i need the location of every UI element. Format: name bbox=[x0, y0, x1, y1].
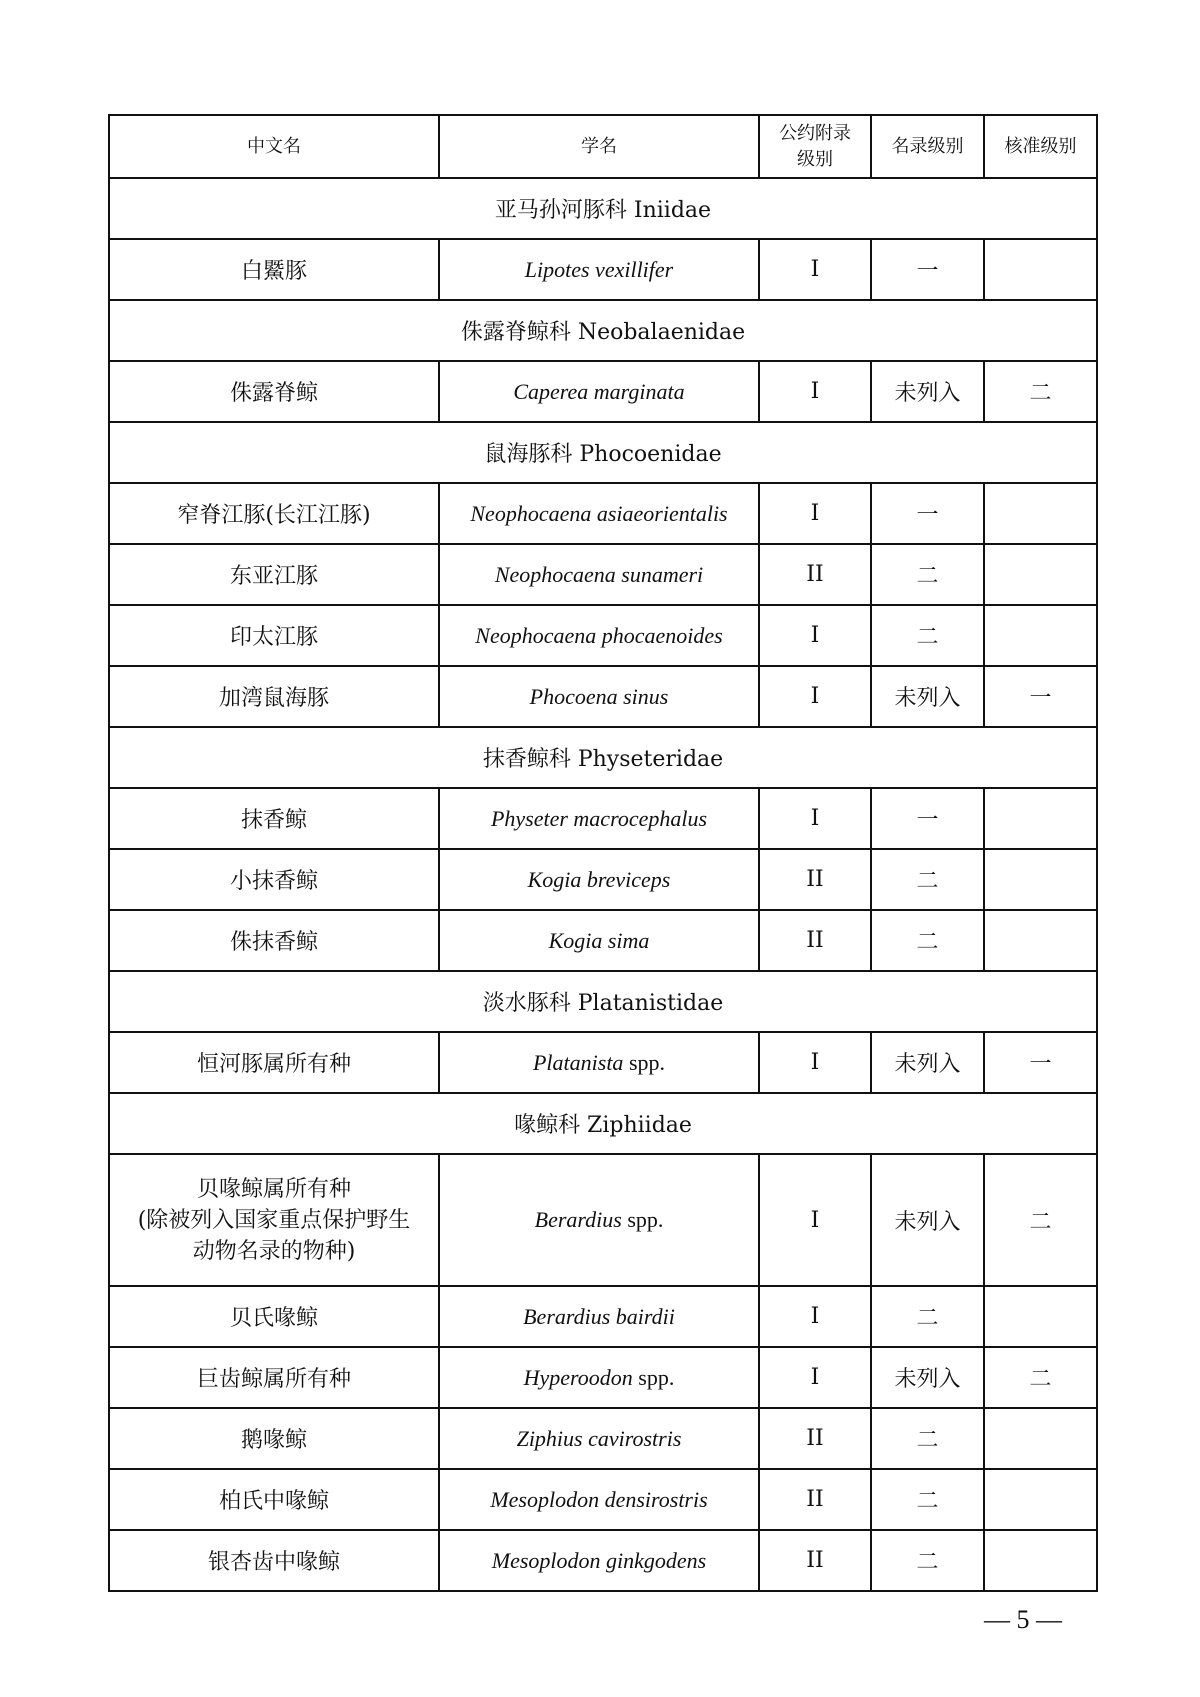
chinese-name-cell: 小抹香鲸 bbox=[109, 849, 439, 910]
header-row bbox=[109, 115, 1097, 178]
chinese-name-cell: 恒河豚属所有种 bbox=[109, 1032, 439, 1093]
table-row bbox=[109, 483, 1097, 544]
table-row bbox=[109, 605, 1097, 666]
scientific-name-cell bbox=[439, 1347, 759, 1408]
appendix-level-cell: I bbox=[759, 1286, 871, 1347]
table-row bbox=[109, 666, 1097, 727]
list-level-cell: 二 bbox=[871, 910, 984, 971]
appendix-level-cell: I bbox=[759, 1347, 871, 1408]
header-list-level: 名录级别 bbox=[871, 115, 984, 178]
appendix-level-cell: I bbox=[759, 239, 871, 300]
list-level-cell: 二 bbox=[871, 544, 984, 605]
scientific-name-cell bbox=[439, 1286, 759, 1347]
list-level-cell: 二 bbox=[871, 1408, 984, 1469]
list-level-cell: 未列入 bbox=[871, 361, 984, 422]
header-chinese-name: 中文名 bbox=[109, 115, 439, 178]
scientific-name-cell bbox=[439, 910, 759, 971]
list-level-cell: 未列入 bbox=[871, 1154, 984, 1286]
appendix-level-cell: I bbox=[759, 1154, 871, 1286]
scientific-name-italic: Platanista bbox=[532, 1049, 624, 1075]
approved-level-cell bbox=[984, 544, 1097, 605]
scientific-name-cell bbox=[439, 483, 759, 544]
scientific-name-cell bbox=[439, 605, 759, 666]
family-label: 侏露脊鲸科 Neobalaenidae bbox=[109, 300, 1097, 361]
table-row bbox=[109, 849, 1097, 910]
list-level-cell: 二 bbox=[871, 1469, 984, 1530]
table-row bbox=[109, 1530, 1097, 1591]
list-level-cell: 一 bbox=[871, 239, 984, 300]
chinese-name-cell: 印太江豚 bbox=[109, 605, 439, 666]
chinese-name-cell: 鹅喙鲸 bbox=[109, 1408, 439, 1469]
chinese-name-cell: 侏露脊鲸 bbox=[109, 361, 439, 422]
chinese-name-cell: 窄脊江豚(长江江豚) bbox=[109, 483, 439, 544]
approved-level-cell: 一 bbox=[984, 666, 1097, 727]
approved-level-cell bbox=[984, 239, 1097, 300]
table-row bbox=[109, 788, 1097, 849]
approved-level-cell: 二 bbox=[984, 1347, 1097, 1408]
table-row bbox=[109, 544, 1097, 605]
scientific-name-cell bbox=[439, 239, 759, 300]
list-level-cell: 二 bbox=[871, 605, 984, 666]
table-row bbox=[109, 239, 1097, 300]
list-level-cell: 二 bbox=[871, 849, 984, 910]
family-row bbox=[109, 971, 1097, 1032]
family-label: 淡水豚科 Platanistidae bbox=[109, 971, 1097, 1032]
list-level-cell: 未列入 bbox=[871, 1347, 984, 1408]
chinese-name-cell: 柏氏中喙鲸 bbox=[109, 1469, 439, 1530]
list-level-cell: 二 bbox=[871, 1286, 984, 1347]
table-row bbox=[109, 1408, 1097, 1469]
scientific-name-italic: Lipotes vexillifer bbox=[524, 256, 674, 282]
approved-level-cell bbox=[984, 849, 1097, 910]
table-row bbox=[109, 910, 1097, 971]
approved-level-cell: 二 bbox=[984, 1154, 1097, 1286]
page-number: — 5 — bbox=[984, 1605, 1062, 1634]
chinese-name-cell: 巨齿鲸属所有种 bbox=[109, 1347, 439, 1408]
species-table bbox=[108, 114, 1098, 1592]
scientific-name-italic: Kogia breviceps bbox=[527, 866, 671, 892]
scientific-name-cell bbox=[439, 544, 759, 605]
list-level-cell: 二 bbox=[871, 1530, 984, 1591]
scientific-name-italic: Mesoplodon ginkgodens bbox=[491, 1547, 707, 1573]
scientific-name-italic: Hyperoodon bbox=[523, 1364, 633, 1390]
appendix-level-cell: I bbox=[759, 605, 871, 666]
table-row bbox=[109, 361, 1097, 422]
appendix-level-cell: II bbox=[759, 910, 871, 971]
approved-level-cell bbox=[984, 1286, 1097, 1347]
family-row bbox=[109, 422, 1097, 483]
family-row bbox=[109, 727, 1097, 788]
chinese-name-line: 动物名录的物种) bbox=[192, 1238, 356, 1264]
scientific-name-italic: Physeter macrocephalus bbox=[490, 805, 708, 831]
scientific-name-suffix: spp. bbox=[621, 1207, 664, 1232]
family-row bbox=[109, 178, 1097, 239]
chinese-name-line: 贝喙鲸属所有种 bbox=[196, 1176, 351, 1202]
appendix-level-cell: II bbox=[759, 849, 871, 910]
appendix-level-cell: I bbox=[759, 666, 871, 727]
scientific-name-italic: Neophocaena asiaeorientalis bbox=[470, 500, 728, 526]
approved-level-cell bbox=[984, 1469, 1097, 1530]
approved-level-cell bbox=[984, 483, 1097, 544]
family-label: 鼠海豚科 Phocoenidae bbox=[109, 422, 1097, 483]
species-table-page bbox=[108, 114, 1096, 1592]
chinese-name-cell bbox=[109, 1154, 439, 1286]
family-row bbox=[109, 1093, 1097, 1154]
approved-level-cell bbox=[984, 788, 1097, 849]
scientific-name-italic: Berardius bbox=[534, 1207, 622, 1232]
appendix-level-cell: II bbox=[759, 544, 871, 605]
approved-level-cell bbox=[984, 605, 1097, 666]
table-row bbox=[109, 1032, 1097, 1093]
scientific-name-cell bbox=[439, 788, 759, 849]
chinese-name-cell: 侏抹香鲸 bbox=[109, 910, 439, 971]
family-label: 亚马孙河豚科 Iniidae bbox=[109, 178, 1097, 239]
scientific-name-cell bbox=[439, 1530, 759, 1591]
approved-level-cell bbox=[984, 910, 1097, 971]
table-row bbox=[109, 1469, 1097, 1530]
header-scientific-name: 学名 bbox=[439, 115, 759, 178]
scientific-name-italic: Mesoplodon densirostris bbox=[490, 1486, 708, 1512]
chinese-name-cell: 贝氏喙鲸 bbox=[109, 1286, 439, 1347]
scientific-name-cell bbox=[439, 1032, 759, 1093]
list-level-cell: 一 bbox=[871, 788, 984, 849]
appendix-level-cell: I bbox=[759, 788, 871, 849]
scientific-name-italic: Phocoena sinus bbox=[529, 683, 669, 709]
header-appendix-level bbox=[759, 115, 871, 178]
scientific-name-italic: Neophocaena sunameri bbox=[494, 561, 704, 587]
table-row bbox=[109, 1347, 1097, 1408]
scientific-name-cell bbox=[439, 1469, 759, 1530]
appendix-level-cell: II bbox=[759, 1530, 871, 1591]
approved-level-cell bbox=[984, 1530, 1097, 1591]
appendix-level-cell: I bbox=[759, 1032, 871, 1093]
family-row bbox=[109, 300, 1097, 361]
scientific-name-italic: Kogia sima bbox=[548, 927, 650, 953]
scientific-name-cell bbox=[439, 1154, 759, 1286]
scientific-name-suffix: spp. bbox=[632, 1364, 675, 1390]
appendix-level-cell: II bbox=[759, 1408, 871, 1469]
scientific-name-suffix: spp. bbox=[623, 1049, 665, 1075]
scientific-name-italic: Ziphius cavirostris bbox=[516, 1425, 682, 1451]
approved-level-cell bbox=[984, 1408, 1097, 1469]
appendix-level-cell: II bbox=[759, 1469, 871, 1530]
family-label: 抹香鲸科 Physeteridae bbox=[109, 727, 1097, 788]
table-row bbox=[109, 1154, 1097, 1286]
appendix-level-cell: I bbox=[759, 483, 871, 544]
approved-level-cell: 一 bbox=[984, 1032, 1097, 1093]
table-body bbox=[109, 178, 1097, 1591]
chinese-name-cell: 白鱀豚 bbox=[109, 239, 439, 300]
scientific-name-cell bbox=[439, 849, 759, 910]
header-appendix-level-text: 公约附录级别 bbox=[779, 122, 851, 170]
scientific-name-italic: Berardius bairdii bbox=[523, 1303, 675, 1329]
chinese-name-cell: 银杏齿中喙鲸 bbox=[109, 1530, 439, 1591]
list-level-cell: 未列入 bbox=[871, 666, 984, 727]
chinese-name-cell: 加湾鼠海豚 bbox=[109, 666, 439, 727]
scientific-name-italic: Neophocaena phocaenoides bbox=[475, 622, 723, 648]
chinese-name-line: (除被列入国家重点保护野生 bbox=[137, 1207, 411, 1233]
list-level-cell: 一 bbox=[871, 483, 984, 544]
scientific-name-cell bbox=[439, 1408, 759, 1469]
approved-level-cell: 二 bbox=[984, 361, 1097, 422]
header-approved-level: 核准级别 bbox=[984, 115, 1097, 178]
chinese-name-cell: 抹香鲸 bbox=[109, 788, 439, 849]
scientific-name-italic: Caperea marginata bbox=[513, 378, 685, 404]
scientific-name-cell bbox=[439, 666, 759, 727]
appendix-level-cell: I bbox=[759, 361, 871, 422]
table-row bbox=[109, 1286, 1097, 1347]
scientific-name-cell bbox=[439, 361, 759, 422]
list-level-cell: 未列入 bbox=[871, 1032, 984, 1093]
family-label: 喙鲸科 Ziphiidae bbox=[109, 1093, 1097, 1154]
chinese-name-cell: 东亚江豚 bbox=[109, 544, 439, 605]
